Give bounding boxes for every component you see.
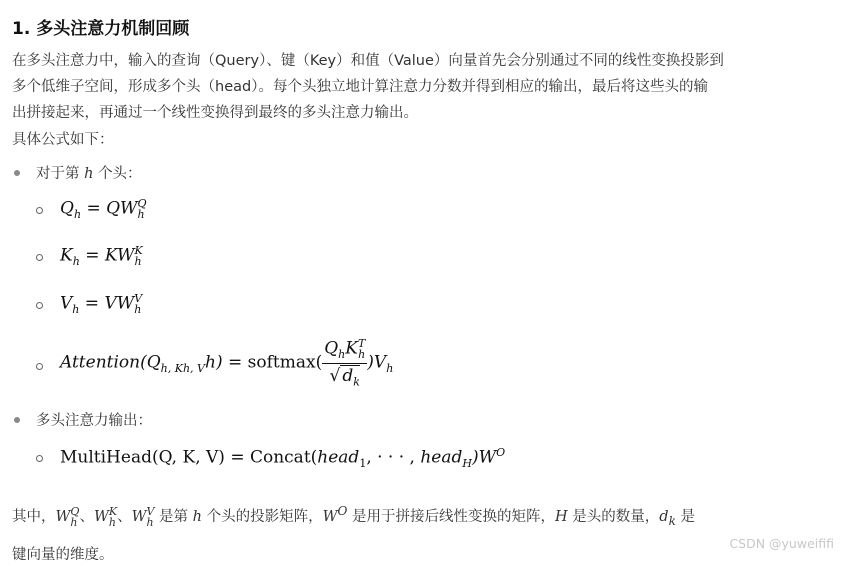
formula-token: )V bbox=[367, 352, 387, 373]
explanation-line: 键向量的维度。 bbox=[12, 546, 114, 563]
paragraph-line: 多个低维子空间，形成多个头（head）。每个头独立地计算注意力分数并得到相应的输出，最后将这些头的输 bbox=[12, 79, 708, 95]
math-w: W K h bbox=[93, 504, 118, 529]
bullet-dot bbox=[14, 417, 20, 423]
formula-token: Q bbox=[137, 197, 147, 210]
formula-token: Concat( bbox=[249, 447, 318, 468]
formula-token: head bbox=[420, 447, 463, 468]
paragraph-line: 出拼接起来，再通过一个线性变换得到最终的多头注意力输出。 bbox=[12, 105, 418, 121]
var-h: h bbox=[192, 508, 202, 525]
section-heading: 1. 多头注意力机制回顾 bbox=[12, 19, 190, 39]
sub-bullet-circle bbox=[36, 455, 43, 462]
bullet-per-head bbox=[36, 162, 142, 183]
formula-token: V bbox=[60, 293, 73, 314]
fraction: $Q_hK$ T h √ $d_k$ bbox=[324, 337, 366, 389]
explanation-paragraph bbox=[12, 494, 812, 572]
formula-token: h bbox=[72, 254, 80, 268]
sub-bullet-circle bbox=[36, 302, 43, 309]
formula-token: Q bbox=[60, 198, 74, 219]
watermark: CSDN @yuweififi bbox=[729, 536, 834, 551]
formula-multihead bbox=[60, 446, 505, 470]
formula-token: O bbox=[496, 446, 506, 459]
bullet-dot bbox=[14, 170, 20, 176]
intro-paragraph bbox=[12, 48, 802, 126]
explanation-text: 个头的投影矩阵， bbox=[206, 508, 323, 525]
formula-token: h bbox=[338, 347, 346, 361]
formula-token: K bbox=[60, 245, 73, 266]
formula-token: = bbox=[85, 245, 100, 266]
explanation-line bbox=[12, 494, 812, 538]
formula-k bbox=[60, 245, 143, 268]
explanation-text: 、 bbox=[117, 508, 132, 525]
formula-intro: 具体公式如下： bbox=[12, 132, 114, 148]
paragraph-line: 在多头注意力中，输入的查询（Query）、键（Key）和值（Value）向量首先会分别通过不同的线性变换投影到 bbox=[12, 53, 724, 69]
formula-token: VW bbox=[104, 293, 135, 314]
explanation-text: 是 bbox=[680, 508, 696, 525]
formula-token: softmax( bbox=[247, 352, 323, 373]
formula-token: Attention(Q bbox=[60, 352, 161, 373]
formula-token: h bbox=[358, 348, 366, 361]
formula-token: h) = bbox=[205, 352, 248, 373]
sub-bullet-circle bbox=[36, 254, 43, 261]
formula-token: h, V bbox=[182, 362, 205, 376]
math-w: W V h bbox=[131, 504, 155, 529]
explanation-text: 是头的数量， bbox=[572, 508, 660, 525]
formula-token: h bbox=[386, 362, 394, 376]
formula-token: 1 bbox=[359, 457, 367, 471]
formula-token: = bbox=[86, 198, 101, 219]
explanation-text: 、 bbox=[79, 508, 94, 525]
formula-token: T bbox=[357, 337, 366, 350]
formula-token: V bbox=[134, 292, 143, 305]
formula-token: head bbox=[317, 447, 360, 468]
formula-token: h bbox=[134, 255, 142, 268]
formula-token: h bbox=[134, 303, 142, 316]
formula-token: )W bbox=[471, 447, 497, 468]
formula-token: K bbox=[345, 338, 358, 359]
formula-token: h, K bbox=[160, 362, 183, 376]
bullet-text: 个头： bbox=[98, 166, 142, 182]
formula-token: k bbox=[353, 375, 360, 389]
bullet-text: 对于第 bbox=[36, 166, 80, 182]
formula-token: MultiHead(Q, K, V) = bbox=[60, 447, 250, 468]
var-H: H bbox=[555, 508, 568, 525]
bullet-multihead: 多头注意力输出： bbox=[36, 413, 152, 429]
sub-bullet-circle bbox=[36, 207, 43, 214]
formula-token: , · · · , bbox=[366, 447, 421, 468]
math-wo: $W^O$ bbox=[322, 504, 348, 525]
formula-token: Q bbox=[324, 338, 339, 359]
formula-v bbox=[60, 293, 142, 316]
sub-bullet-circle bbox=[36, 363, 43, 370]
math-w: W Q h bbox=[55, 504, 80, 529]
formula-token: KW bbox=[104, 245, 135, 266]
formula-q bbox=[60, 198, 147, 221]
formula-token: h bbox=[73, 207, 82, 221]
formula-token: H bbox=[462, 457, 472, 471]
formula-token: h bbox=[137, 208, 145, 221]
explanation-text: 其中， bbox=[12, 508, 56, 525]
explanation-text: 是第 bbox=[159, 508, 189, 525]
formula-token: K bbox=[134, 244, 143, 257]
explanation-text: 是用于拼接后线性变换的矩阵， bbox=[352, 508, 556, 525]
math-dk: $d_k$ bbox=[659, 508, 676, 528]
formula-token: = bbox=[84, 293, 100, 314]
formula-token: QW bbox=[106, 198, 138, 219]
formula-token: d bbox=[342, 365, 354, 386]
var-h: h bbox=[84, 166, 94, 182]
formula-attention bbox=[60, 338, 393, 388]
formula-token: h bbox=[72, 302, 80, 316]
